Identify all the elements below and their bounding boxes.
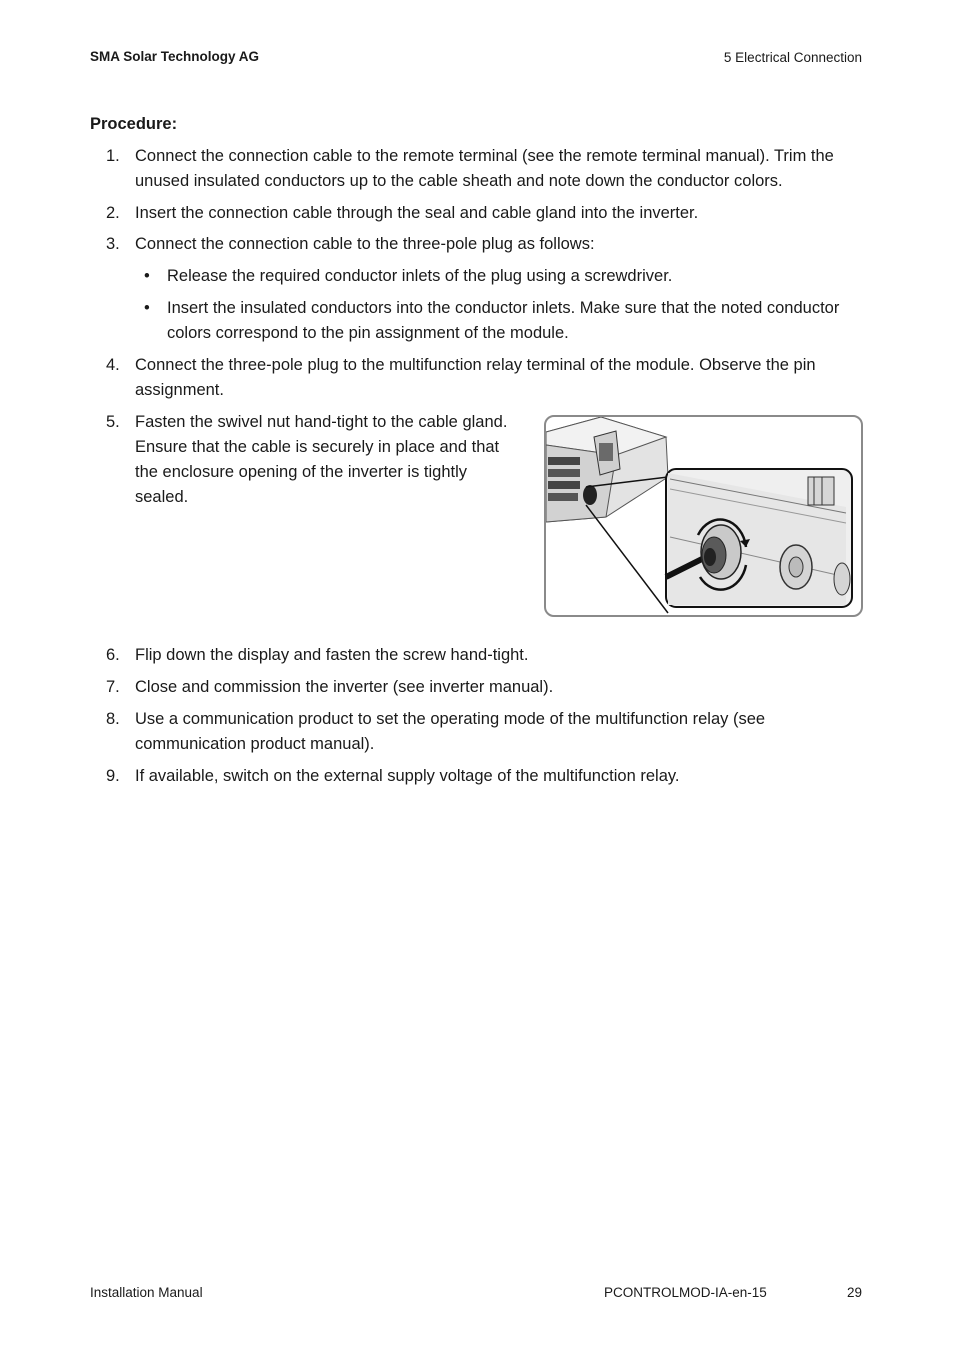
step-line: Ensure that the cable is securely in place and that: [135, 438, 500, 456]
bullet-line: Release the required conductor inlets of the plug using a screwdriver.: [167, 267, 673, 285]
step-line: sealed.: [135, 488, 189, 506]
footer-manual-title: Installation Manual: [90, 1285, 203, 1300]
step-line: communication product manual).: [135, 735, 375, 753]
step-number: 7.: [106, 678, 120, 696]
cable-gland-illustration: [544, 415, 863, 617]
step-line: Connect the three-pole plug to the multifunction relay terminal of the module. Observe the pin: [135, 356, 816, 374]
footer-document-id: PCONTROLMOD-IA-en-15: [604, 1285, 767, 1300]
step-number: 6.: [106, 646, 120, 664]
footer-page-number: 29: [846, 1285, 862, 1300]
step-number: 5.: [106, 413, 120, 431]
step-line: assignment.: [135, 381, 224, 399]
step-number: 2.: [106, 204, 120, 222]
step-number: 1.: [106, 147, 120, 165]
step-line: Use a communication product to set the operating mode of the multifunction relay (see: [135, 710, 766, 728]
bullet-dot-icon: •: [144, 267, 150, 285]
step-line: Insert the connection cable through the seal and cable gland into the inverter.: [135, 204, 699, 222]
step-number: 3.: [106, 235, 120, 253]
header-section: 5 Electrical Connection: [723, 50, 862, 65]
inverter-cable-gland-drawing: [546, 417, 861, 615]
bullet-dot-icon: •: [144, 299, 150, 317]
step-line: Connect the connection cable to the three-pole plug as follows:: [135, 235, 595, 253]
procedure-heading: Procedure:: [90, 115, 178, 133]
header-company: SMA Solar Technology AG: [90, 49, 260, 64]
bullet-line: colors correspond to the pin assignment of the module.: [167, 324, 569, 342]
bullet-line: Insert the insulated conductors into the conductor inlets. Make sure that the noted conductor: [167, 299, 840, 317]
step-line: Fasten the swivel nut hand-tight to the cable gland.: [135, 413, 508, 431]
step-line: Flip down the display and fasten the screw hand-tight.: [135, 646, 529, 664]
step-line: If available, switch on the external supply voltage of the multifunction relay.: [135, 767, 680, 785]
step-number: 9.: [106, 767, 120, 785]
step-line: the enclosure opening of the inverter is tightly: [135, 463, 468, 481]
step-number: 4.: [106, 356, 120, 374]
step-line: Connect the connection cable to the remote terminal (see the remote terminal manual). Trim the: [135, 147, 834, 165]
step-line: unused insulated conductors up to the cable sheath and note down the conductor colors.: [135, 172, 783, 190]
step-line: Close and commission the inverter (see inverter manual).: [135, 678, 554, 696]
step-number: 8.: [106, 710, 120, 728]
